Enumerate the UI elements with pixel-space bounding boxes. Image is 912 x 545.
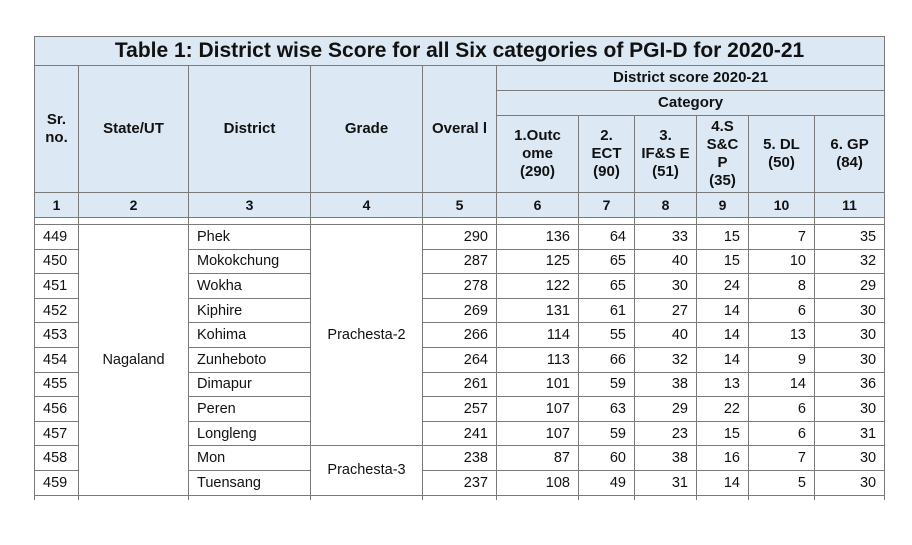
ssc-cell: 15	[697, 421, 749, 446]
header-sr-no: Sr. no.	[35, 66, 79, 193]
district-cell: Mon	[189, 446, 311, 471]
outcome-cell: 114	[497, 323, 579, 348]
ifse-cell: 30	[635, 274, 697, 299]
sr-no-cell: 458	[35, 446, 79, 471]
header-ifse: 3. IF&S E (51)	[635, 116, 697, 193]
col-number: 3	[189, 193, 311, 218]
outcome-cell: 107	[497, 421, 579, 446]
ssc-cell: 14	[697, 347, 749, 372]
header-ssc: 4.S S&C P (35)	[697, 116, 749, 193]
overall-cell: 257	[423, 397, 497, 422]
ifse-cell: 33	[635, 225, 697, 250]
col-number: 7	[579, 193, 635, 218]
header-state: State/UT	[79, 66, 189, 193]
ect-cell: 65	[579, 274, 635, 299]
ifse-cell: 40	[635, 249, 697, 274]
sr-no-cell: 449	[35, 225, 79, 250]
overall-cell: 290	[423, 225, 497, 250]
outcome-cell: 101	[497, 372, 579, 397]
outcome-cell: 107	[497, 397, 579, 422]
district-cell: Phek	[189, 225, 311, 250]
col-number: 6	[497, 193, 579, 218]
sr-no-cell: 459	[35, 470, 79, 495]
ifse-cell: 23	[635, 421, 697, 446]
gp-cell: 30	[815, 347, 885, 372]
col-number: 1	[35, 193, 79, 218]
table-container	[34, 36, 884, 500]
sr-no-cell: 454	[35, 347, 79, 372]
header-district-score: District score 2020-21	[497, 66, 885, 91]
dl-cell: 9	[749, 347, 815, 372]
sr-no-cell: 450	[35, 249, 79, 274]
header-overall: Overal l	[423, 66, 497, 193]
ect-cell: 61	[579, 298, 635, 323]
overall-cell: 266	[423, 323, 497, 348]
district-cell: Zunheboto	[189, 347, 311, 372]
ect-cell: 59	[579, 372, 635, 397]
ect-cell: 59	[579, 421, 635, 446]
ect-cell: 49	[579, 470, 635, 495]
outcome-cell: 122	[497, 274, 579, 299]
dl-cell: 6	[749, 397, 815, 422]
ssc-cell: 16	[697, 446, 749, 471]
overall-cell: 241	[423, 421, 497, 446]
district-cell: Mokokchung	[189, 249, 311, 274]
table-body	[35, 218, 885, 500]
district-cell: Peren	[189, 397, 311, 422]
sr-no-cell: 451	[35, 274, 79, 299]
dl-cell: 7	[749, 225, 815, 250]
ssc-cell: 15	[697, 249, 749, 274]
grade-cell: Prachesta-2	[311, 225, 423, 446]
gp-cell: 30	[815, 298, 885, 323]
outcome-cell: 108	[497, 470, 579, 495]
outcome-cell: 125	[497, 249, 579, 274]
sr-no-cell: 452	[35, 298, 79, 323]
outcome-cell: 113	[497, 347, 579, 372]
district-cell: Kiphire	[189, 298, 311, 323]
district-cell: Longleng	[189, 421, 311, 446]
ifse-cell: 27	[635, 298, 697, 323]
col-number: 11	[815, 193, 885, 218]
sr-no-cell: 453	[35, 323, 79, 348]
sr-no-cell: 456	[35, 397, 79, 422]
outcome-cell: 136	[497, 225, 579, 250]
overall-cell: 278	[423, 274, 497, 299]
ssc-cell: 14	[697, 470, 749, 495]
header-grade: Grade	[311, 66, 423, 193]
header-district: District	[189, 66, 311, 193]
gp-cell: 31	[815, 421, 885, 446]
header-gp: 6. GP (84)	[815, 116, 885, 193]
gp-cell: 35	[815, 225, 885, 250]
sr-no-cell: 455	[35, 372, 79, 397]
district-cell: Wokha	[189, 274, 311, 299]
gp-cell: 30	[815, 323, 885, 348]
ifse-cell: 40	[635, 323, 697, 348]
ssc-cell: 15	[697, 225, 749, 250]
dl-cell: 5	[749, 470, 815, 495]
district-cell: Dimapur	[189, 372, 311, 397]
ssc-cell: 22	[697, 397, 749, 422]
gp-cell: 30	[815, 397, 885, 422]
grade-cell: Prachesta-3	[311, 446, 423, 495]
ect-cell: 66	[579, 347, 635, 372]
ect-cell: 64	[579, 225, 635, 250]
col-number: 2	[79, 193, 189, 218]
header-category: Category	[497, 91, 885, 116]
dl-cell: 7	[749, 446, 815, 471]
col-number: 4	[311, 193, 423, 218]
ifse-cell: 29	[635, 397, 697, 422]
ifse-cell: 32	[635, 347, 697, 372]
ssc-cell: 13	[697, 372, 749, 397]
outcome-cell: 87	[497, 446, 579, 471]
ssc-cell: 14	[697, 298, 749, 323]
ect-cell: 60	[579, 446, 635, 471]
ssc-cell: 14	[697, 323, 749, 348]
col-number: 10	[749, 193, 815, 218]
overall-cell: 238	[423, 446, 497, 471]
outcome-cell: 131	[497, 298, 579, 323]
table-row	[35, 225, 885, 250]
dl-cell: 8	[749, 274, 815, 299]
overall-cell: 237	[423, 470, 497, 495]
ifse-cell: 38	[635, 372, 697, 397]
table-title: Table 1: District wise Score for all Six categories of PGI-D for 2020-21	[35, 37, 885, 66]
overall-cell: 287	[423, 249, 497, 274]
gp-cell: 32	[815, 249, 885, 274]
ifse-cell: 38	[635, 446, 697, 471]
ect-cell: 65	[579, 249, 635, 274]
district-cell: Tuensang	[189, 470, 311, 495]
col-number: 9	[697, 193, 749, 218]
dl-cell: 14	[749, 372, 815, 397]
district-cell: Kohima	[189, 323, 311, 348]
dl-cell: 13	[749, 323, 815, 348]
ssc-cell: 24	[697, 274, 749, 299]
ect-cell: 55	[579, 323, 635, 348]
overall-cell: 269	[423, 298, 497, 323]
ect-cell: 63	[579, 397, 635, 422]
overall-cell: 261	[423, 372, 497, 397]
header-ect: 2. ECT (90)	[579, 116, 635, 193]
sr-no-cell: 457	[35, 421, 79, 446]
ifse-cell: 31	[635, 470, 697, 495]
dl-cell: 6	[749, 421, 815, 446]
gp-cell: 29	[815, 274, 885, 299]
header-outcome: 1.Outc ome (290)	[497, 116, 579, 193]
pgi-d-score-table	[34, 36, 885, 500]
overall-cell: 264	[423, 347, 497, 372]
header-dl: 5. DL (50)	[749, 116, 815, 193]
dl-cell: 6	[749, 298, 815, 323]
col-number: 8	[635, 193, 697, 218]
gp-cell: 36	[815, 372, 885, 397]
gp-cell: 30	[815, 446, 885, 471]
dl-cell: 10	[749, 249, 815, 274]
col-number: 5	[423, 193, 497, 218]
gp-cell: 30	[815, 470, 885, 495]
state-cell: Nagaland	[79, 225, 189, 496]
